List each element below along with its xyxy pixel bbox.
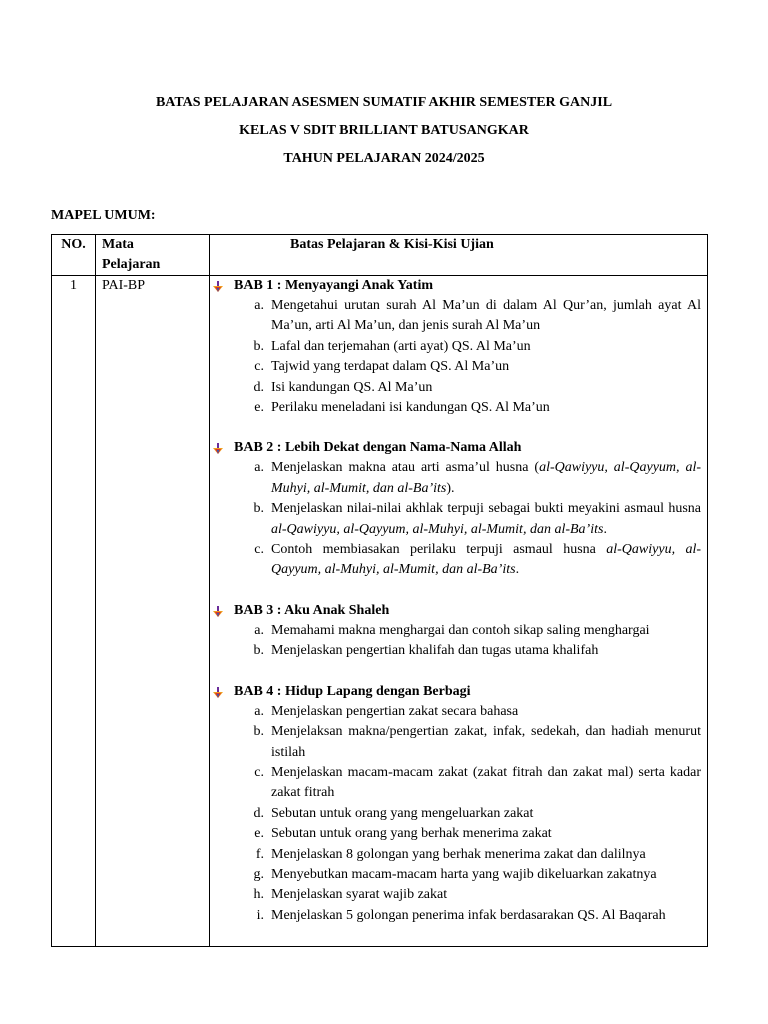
list-item (210, 804, 701, 824)
arrow-bullet-icon (212, 442, 224, 454)
item-label: d. (253, 379, 264, 395)
list-item (210, 763, 701, 804)
item-text: Menjelaksan makna/pengertian zakat, infak, sedekah, dan hadiah menurut istilah (271, 724, 701, 760)
list-item (210, 621, 701, 641)
chapter-block (210, 438, 701, 580)
chapter-title-text: BAB 4 : Hidup Lapang dengan Berbagi (234, 683, 471, 699)
arrow-bullet-icon (212, 686, 224, 698)
item-label: c. (254, 542, 264, 558)
item-text: Memahami makna menghargai dan contoh sikap saling menghargai (271, 622, 650, 638)
header-no: NO. (52, 235, 96, 276)
item-text-end: ). (446, 480, 455, 496)
header-mapel (96, 235, 210, 276)
item-text: Tajwid yang terdapat dalam QS. Al Ma’un (271, 359, 510, 375)
item-text: Menjelaskan pengertian zakat secara bahasa (271, 703, 519, 719)
chapter-items (210, 296, 701, 418)
item-text: Menjelaskan makna atau arti asma’ul husna ( (271, 460, 540, 476)
arrow-bullet-icon (212, 605, 224, 617)
list-item (210, 378, 701, 398)
item-text: Perilaku meneladani isi kandungan QS. Al Ma’un (271, 400, 550, 416)
table-body (52, 276, 708, 947)
list-item (210, 499, 701, 540)
item-label: d. (253, 805, 264, 821)
item-label: c. (254, 764, 264, 780)
syllabus-table (51, 234, 708, 947)
item-label: a. (254, 622, 264, 638)
item-text-end: . (603, 521, 607, 537)
list-item (210, 722, 701, 763)
list-item (210, 540, 701, 581)
chapter-block (210, 682, 701, 926)
item-label: e. (254, 400, 264, 416)
item-label: e. (254, 826, 264, 842)
header-content: Batas Pelajaran & Kisi-Kisi Ujian (210, 235, 708, 276)
item-label: b. (253, 643, 264, 659)
title-line-2: KELAS V SDIT BRILLIANT BATUSANGKAR (239, 123, 529, 138)
item-label: b. (253, 338, 264, 354)
section-label: MAPEL UMUM: (51, 208, 156, 223)
item-label: g. (253, 866, 264, 882)
item-label: i. (256, 907, 264, 923)
title-line-1: BATAS PELAJARAN ASESMEN SUMATIF AKHIR SEMESTER GANJIL (155, 95, 613, 110)
chapter-items (210, 702, 701, 926)
chapter-block (210, 601, 701, 662)
item-text: Menjelaskan 5 golongan penerima infak berdasarakan QS. Al Baqarah (271, 907, 666, 923)
header-mapel-line-1: Mata (102, 237, 134, 252)
chapter-title (210, 276, 701, 296)
item-text: Menjelaskan syarat wajib zakat (271, 887, 448, 903)
chapter-title-text: BAB 1 : Menyayangi Anak Yatim (234, 278, 434, 293)
item-label: c. (254, 359, 264, 375)
item-label: b. (253, 724, 264, 740)
list-item (210, 906, 701, 926)
item-text: Isi kandungan QS. Al Ma’un (271, 379, 433, 395)
list-item (210, 885, 701, 905)
chapter-title-text: BAB 3 : Aku Anak Shaleh (234, 602, 390, 618)
item-label: a. (254, 298, 264, 313)
list-item (210, 845, 701, 865)
item-text: Menjelaskan 8 golongan yang berhak menerima zakat dan dalilnya (271, 846, 646, 862)
item-text: Contoh membiasakan perilaku terpuji asmaul husna (271, 542, 607, 558)
item-text: Menjelaskan macam-macam zakat (zakat fitrah dan zakat mal) serta kadar zakat fitrah (271, 764, 701, 801)
table-row (52, 276, 708, 947)
item-text-italic: al-Qawiyyu, al-Qayyum, al-Muhyi, al-Mumit, dan al-Ba’its (271, 542, 702, 578)
list-item (210, 357, 701, 377)
item-text: Mengetahui urutan surah Al Ma’un di dalam Al Qur’an, jumlah ayat Al Ma’un, arti Al Ma’un, dan jenis surah Al Ma’un (271, 298, 701, 334)
chapter-title (210, 601, 701, 621)
row-number: 1 (52, 276, 96, 947)
arrow-bullet-icon (212, 280, 224, 292)
header-mapel-line-2: Pelajaran (102, 257, 161, 272)
chapter-block (210, 276, 701, 418)
list-item (210, 398, 701, 418)
item-text: Menjelaskan pengertian khalifah dan tugas utama khalifah (271, 643, 599, 659)
list-item (210, 458, 701, 499)
row-subject: PAI-BP (96, 276, 210, 947)
item-text: Lafal dan terjemahan (arti ayat) QS. Al Ma’un (271, 338, 531, 354)
table-header-row (52, 235, 708, 276)
item-text: Menjelaskan nilai-nilai akhlak terpuji sebagai bukti meyakini asmaul husna (271, 501, 701, 517)
chapter-title (210, 438, 701, 458)
list-item (210, 641, 701, 661)
list-item (210, 337, 701, 357)
item-label: a. (254, 703, 264, 719)
item-text-italic: al-Qawiyyu, al-Qayyum, al-Muhyi, al-Mumit, dan al-Ba’its (271, 521, 604, 537)
item-text: Sebutan untuk orang yang mengeluarkan zakat (271, 805, 534, 821)
list-item (210, 865, 701, 885)
item-text-italic: al-Qawiyyu, al-Qayyum, al-Muhyi, al-Mumit, dan al-Ba’its (271, 460, 701, 496)
item-label: f. (255, 846, 264, 862)
row-content (210, 276, 708, 947)
title-line-3: TAHUN PELAJARAN 2024/2025 (283, 151, 485, 166)
chapter-title (210, 682, 701, 702)
chapter-title-text: BAB 2 : Lebih Dekat dengan Nama-Nama Allah (234, 440, 522, 456)
list-item (210, 702, 701, 722)
list-item (210, 824, 701, 844)
item-label: a. (254, 460, 264, 476)
chapter-items (210, 458, 701, 580)
item-text: Menyebutkan macam-macam harta yang wajib dikeluarkan zakatnya (271, 866, 657, 882)
item-text: Sebutan untuk orang yang berhak menerima zakat (271, 826, 552, 842)
item-text-end: . (515, 562, 520, 578)
item-label: b. (253, 501, 264, 517)
item-label: h. (253, 887, 264, 903)
list-item (210, 296, 701, 337)
chapter-items (210, 621, 701, 662)
document-title (0, 93, 768, 177)
